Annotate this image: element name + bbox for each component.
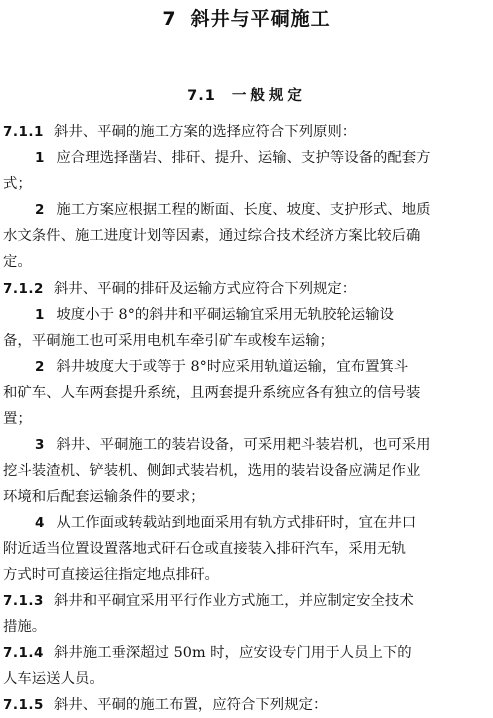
item-continuation: 备，平硐施工也可采用电机车牵引矿车或梭车运输； — [3, 333, 334, 349]
clause-7-1-3 — [0, 589, 493, 613]
list-item — [0, 146, 493, 170]
item-number: 1 — [35, 150, 45, 166]
item-text: 从工作面或转载站到地面采用有轨方式排矸时，宜在井口 — [56, 515, 417, 531]
clause-continuation: 措施。 — [3, 619, 47, 635]
clause-7-1-2 — [0, 277, 493, 301]
item-number: 2 — [35, 202, 45, 218]
item-continuation: 式； — [3, 176, 32, 192]
item-continuation: 置； — [3, 411, 32, 427]
clause-continuation: 人车运送人员。 — [3, 671, 104, 687]
section-title — [0, 84, 493, 105]
clause-number: 7.1.2 — [3, 281, 44, 297]
item-number: 2 — [35, 359, 45, 375]
clause-text: 斜井施工垂深超过 50m 时，应安设专门用于人员上下的 — [53, 645, 412, 661]
item-continuation: 水文条件、施工进度计划等因素，通过综合技术经济方案比较后确 — [3, 228, 421, 244]
item-text: 应合理选择凿岩、排矸、提升、运输、支护等设备的配套方 — [56, 150, 431, 166]
list-item — [0, 355, 493, 379]
section-title-text: 一般规定 — [231, 88, 306, 104]
list-item — [0, 433, 493, 457]
item-continuation: 定。 — [3, 254, 32, 270]
item-number: 3 — [35, 437, 45, 453]
item-continuation: 和矿车、人车两套提升系统，且两套提升系统应各有独立的信号装 — [3, 385, 421, 401]
clause-number: 7.1.1 — [3, 124, 44, 140]
item-number: 4 — [35, 515, 45, 531]
clause-number: 7.1.4 — [3, 645, 44, 661]
item-text: 斜井坡度大于或等于 8°时应采用轨道运输，宜布置箕斗 — [56, 359, 409, 375]
clause-intro: 斜井、平硐的施工方案的选择应符合下列原则： — [53, 124, 357, 140]
list-item — [0, 198, 493, 222]
item-continuation: 挖斗装渣机、铲装机、侧卸式装岩机，选用的装岩设备应满足作业 — [3, 463, 421, 479]
item-number: 1 — [35, 307, 45, 323]
chapter-title — [0, 4, 493, 31]
clause-text: 斜井和平硐宜采用平行作业方式施工，并应制定安全技术 — [53, 593, 414, 609]
list-item — [0, 511, 493, 535]
clause-7-1-1 — [0, 120, 493, 144]
clause-7-1-5 — [0, 693, 493, 717]
clause-number: 7.1.3 — [3, 593, 44, 609]
list-item — [0, 303, 493, 327]
section-number: 7.1 — [187, 88, 216, 104]
item-text: 施工方案应根据工程的断面、长度、坡度、支护形式、地质 — [56, 202, 431, 218]
item-text: 坡度小于 8°的斜井和平硐运输宜采用无轨胶轮运输设 — [56, 307, 394, 323]
clause-intro: 斜井、平硐的排矸及运输方式应符合下列规定： — [53, 281, 357, 297]
item-continuation: 方式时可直接运往指定地点排矸。 — [3, 567, 219, 583]
item-text: 斜井、平硐施工的装岩设备，可采用耙斗装岩机，也可采用 — [56, 437, 431, 453]
chapter-number: 7 — [162, 8, 177, 30]
clause-7-1-4 — [0, 641, 493, 665]
item-continuation: 附近适当位置设置落地式矸石仓或直接装入排矸汽车，采用无轨 — [3, 541, 406, 557]
clause-text: 斜井、平硐的施工布置，应符合下列规定： — [53, 697, 328, 713]
item-continuation: 环境和后配套运输条件的要求； — [3, 489, 205, 505]
clause-number: 7.1.5 — [3, 697, 44, 713]
chapter-title-text: 斜井与平硐施工 — [190, 8, 331, 30]
